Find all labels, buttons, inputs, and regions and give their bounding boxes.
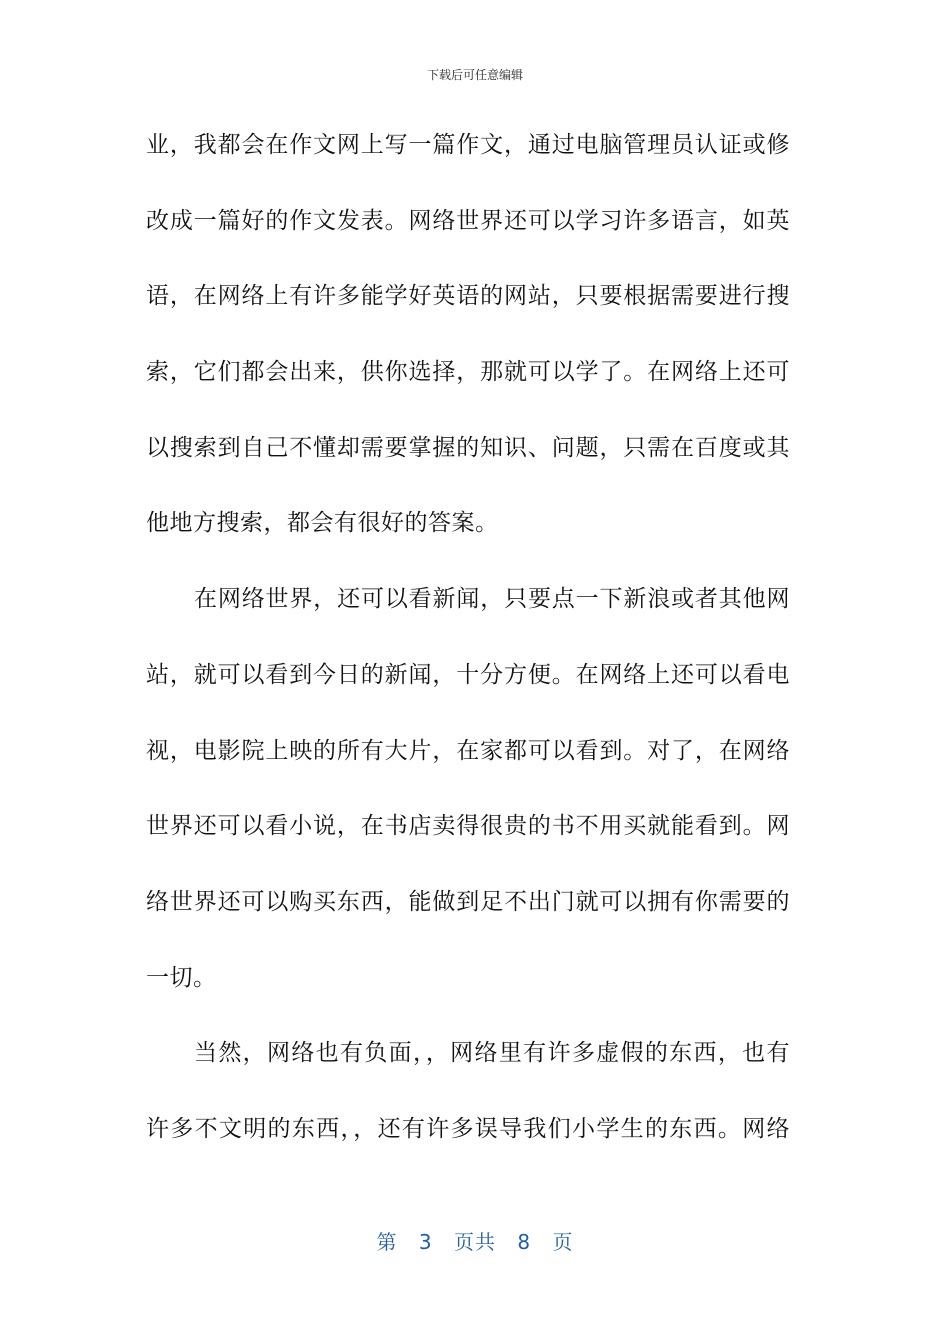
text-line: 一切。 — [146, 964, 217, 991]
footer-page-prefix: 第 — [376, 1230, 398, 1254]
footer-page-suffix: 页 — [552, 1230, 574, 1254]
footer-page-total: 8 — [517, 1230, 532, 1254]
text-line: 语，在网络上有许多能学好英语的网站，只要根据需要进行搜 — [146, 283, 790, 310]
text-line: 许多不文明的东西，，还有许多误导我们小学生的东西。网络 — [146, 1115, 790, 1142]
page-footer — [0, 1226, 950, 1255]
text-line: 以搜索到自己不懂却需要掌握的知识、问题，只需在百度或其 — [146, 434, 790, 461]
text-line: 业，我都会在作文网上写一篇作文，通过电脑管理员认证或修 — [146, 132, 790, 158]
text-line: 索，它们都会出来，供你选择，那就可以学了。在网络上还可 — [146, 359, 790, 386]
text-line: 他地方搜索，都会有很好的答案。 — [146, 510, 499, 537]
text-line: 视，电影院上映的所有大片，在家都可以看到。对了，在网络 — [146, 737, 790, 764]
page-header-note: 下载后可任意编辑 — [426, 68, 523, 82]
text-line: 站，就可以看到今日的新闻，十分方便。在网络上还可以看电 — [146, 661, 790, 688]
paragraph-first-line: 当然，网络也有负面，，网络里有许多虚假的东西，也有 — [194, 1040, 790, 1067]
text-line: 改成一篇好的作文发表。网络世界还可以学习许多语言，如英 — [146, 207, 790, 234]
footer-page-mid: 页共 — [454, 1230, 496, 1254]
document-body — [146, 124, 790, 1184]
footer-page-number: 3 — [418, 1230, 433, 1254]
text-line: 世界还可以看小说，在书店卖得很贵的书不用买就能看到。网 — [146, 813, 790, 840]
paragraph-first-line: 在网络世界，还可以看新闻，只要点一下新浪或者其他网 — [194, 586, 790, 613]
text-line: 络世界还可以购买东西，能做到足不出门就可以拥有你需要的 — [146, 888, 790, 915]
